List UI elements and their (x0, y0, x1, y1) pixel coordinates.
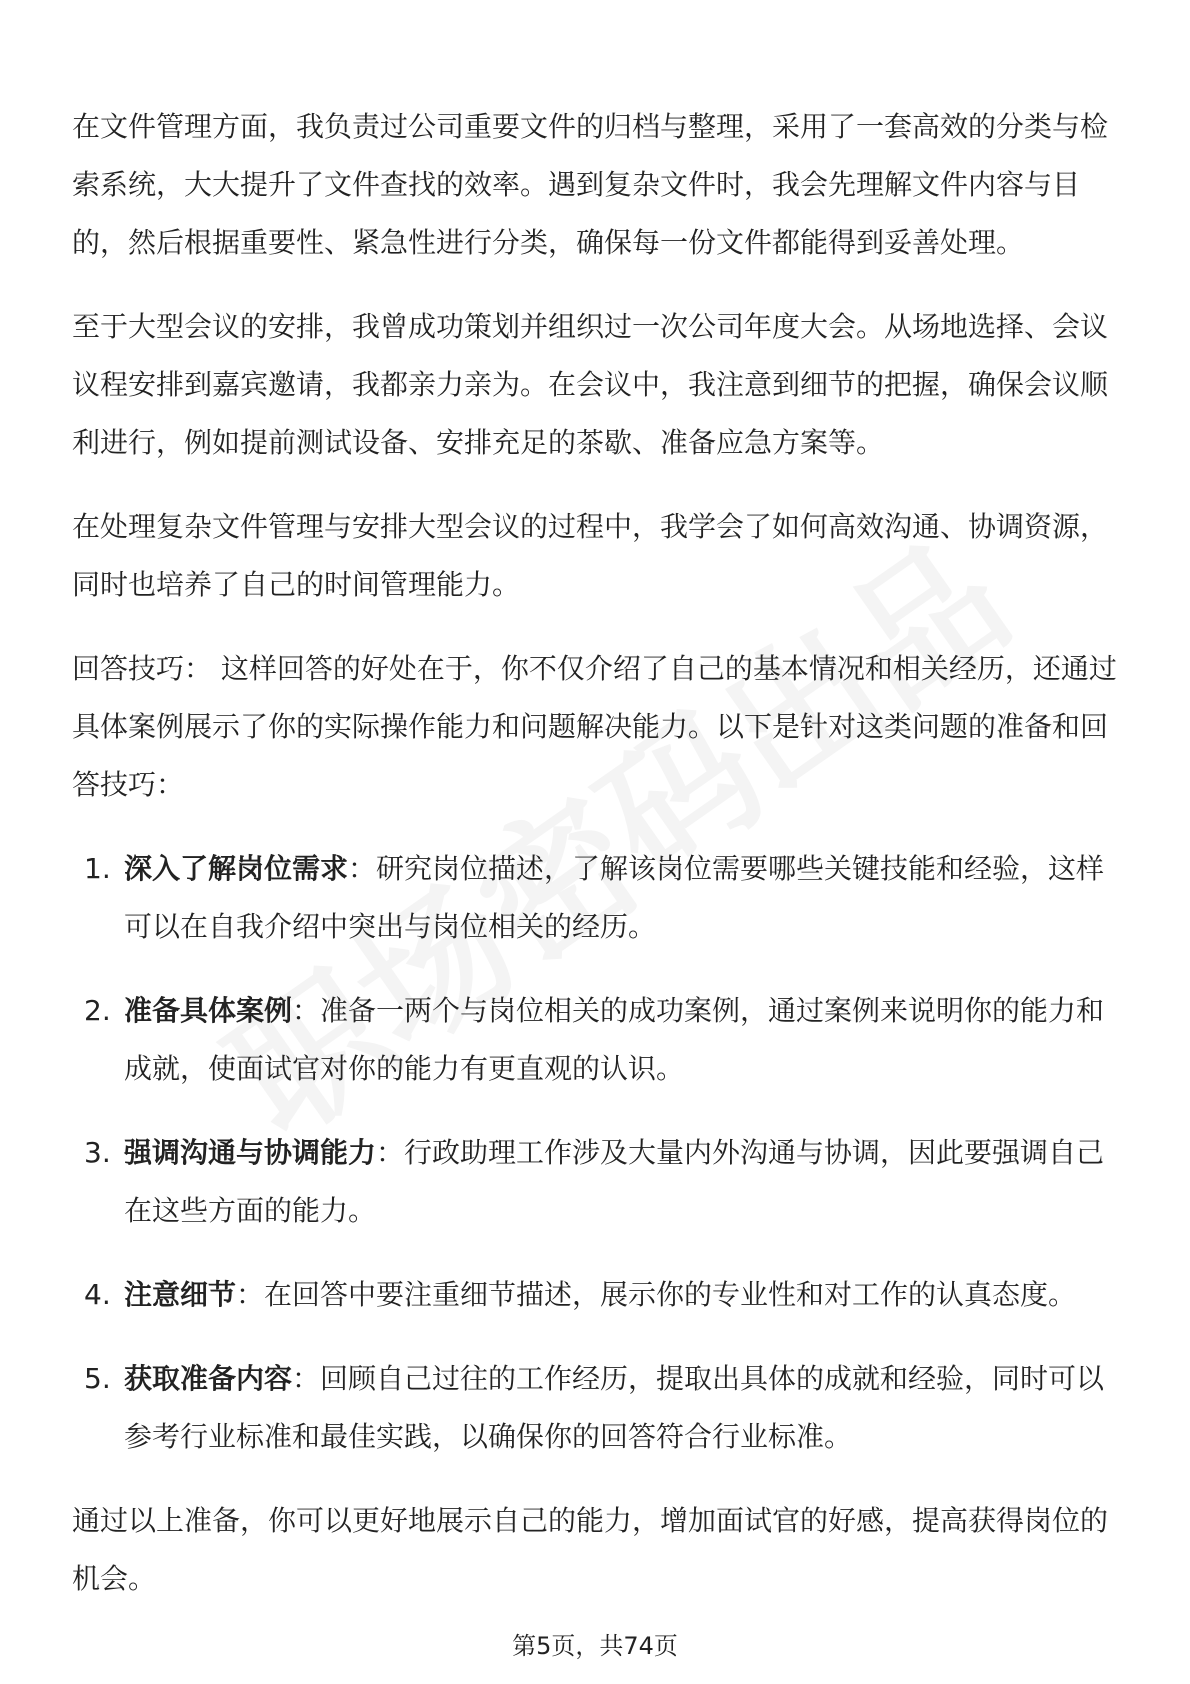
list-item-title: 获取准备内容 (124, 1362, 293, 1395)
tips-list (72, 840, 1122, 1466)
list-item-title: 强调沟通与协调能力 (124, 1136, 377, 1169)
list-item-number: 4. (84, 1278, 111, 1311)
list-item (72, 982, 1122, 1098)
paragraph-lessons-learned: 在处理复杂文件管理与安排大型会议的过程中，我学会了如何高效沟通、协调资源，同时也培养了自己的时间管理能力。 (72, 510, 1109, 601)
page-number-footer: 第5页，共74页 (512, 1632, 678, 1660)
list-item-number: 2. (84, 994, 111, 1027)
list-item-text: ：在回答中要注重细节描述，展示你的专业性和对工作的认真态度。 (236, 1278, 1077, 1311)
list-item-title: 深入了解岗位需求 (124, 852, 349, 885)
list-item-title: 准备具体案例 (124, 994, 293, 1027)
list-item (72, 840, 1122, 956)
list-item-text: ：准备一两个与岗位相关的成功案例，通过案例来说明你的能力和成就，使面试官对你的能力有更直观的认识。 (124, 994, 1105, 1085)
list-item-number: 3. (84, 1136, 111, 1169)
list-item-text: ：研究岗位描述，了解该岗位需要哪些关键技能和经验，这样可以在自我介绍中突出与岗位相关的经历。 (124, 852, 1105, 943)
list-item (72, 1350, 1122, 1466)
paragraph-answer-tips-intro: 回答技巧： 这样回答的好处在于，你不仅介绍了自己的基本情况和相关经历，还通过具体案例展示了你的实际操作能力和问题解决能力。以下是针对这类问题的准备和回答技巧： (72, 652, 1117, 801)
list-item-text: ：行政助理工作涉及大量内外沟通与协调，因此要强调自己在这些方面的能力。 (124, 1136, 1105, 1227)
list-item-number: 1. (84, 852, 111, 885)
list-item (72, 1266, 1122, 1324)
list-item (72, 1124, 1122, 1240)
paragraph-conclusion: 通过以上准备，你可以更好地展示自己的能力，增加面试官的好感，提高获得岗位的机会。 (72, 1504, 1109, 1595)
list-item-text: ：回顾自己过往的工作经历，提取出具体的成就和经验，同时可以参考行业标准和最佳实践，以确保你的回答符合行业标准。 (124, 1362, 1105, 1453)
list-item-title: 注意细节 (124, 1278, 237, 1311)
document-body (72, 98, 1122, 1634)
list-item-number: 5. (84, 1362, 111, 1395)
paragraph-file-management: 在文件管理方面，我负责过公司重要文件的归档与整理，采用了一套高效的分类与检索系统，大大提升了文件查找的效率。遇到复杂文件时，我会先理解文件内容与目的，然后根据重要性、紧急性进行分类，确保每一份文件都能得到妥善处理。 (72, 110, 1109, 259)
paragraph-meeting-arrangement: 至于大型会议的安排，我曾成功策划并组织过一次公司年度大会。从场地选择、会议议程安排到嘉宾邀请，我都亲力亲为。在会议中，我注意到细节的把握，确保会议顺利进行，例如提前测试设备、安排充足的茶歇、准备应急方案等。 (72, 310, 1109, 459)
